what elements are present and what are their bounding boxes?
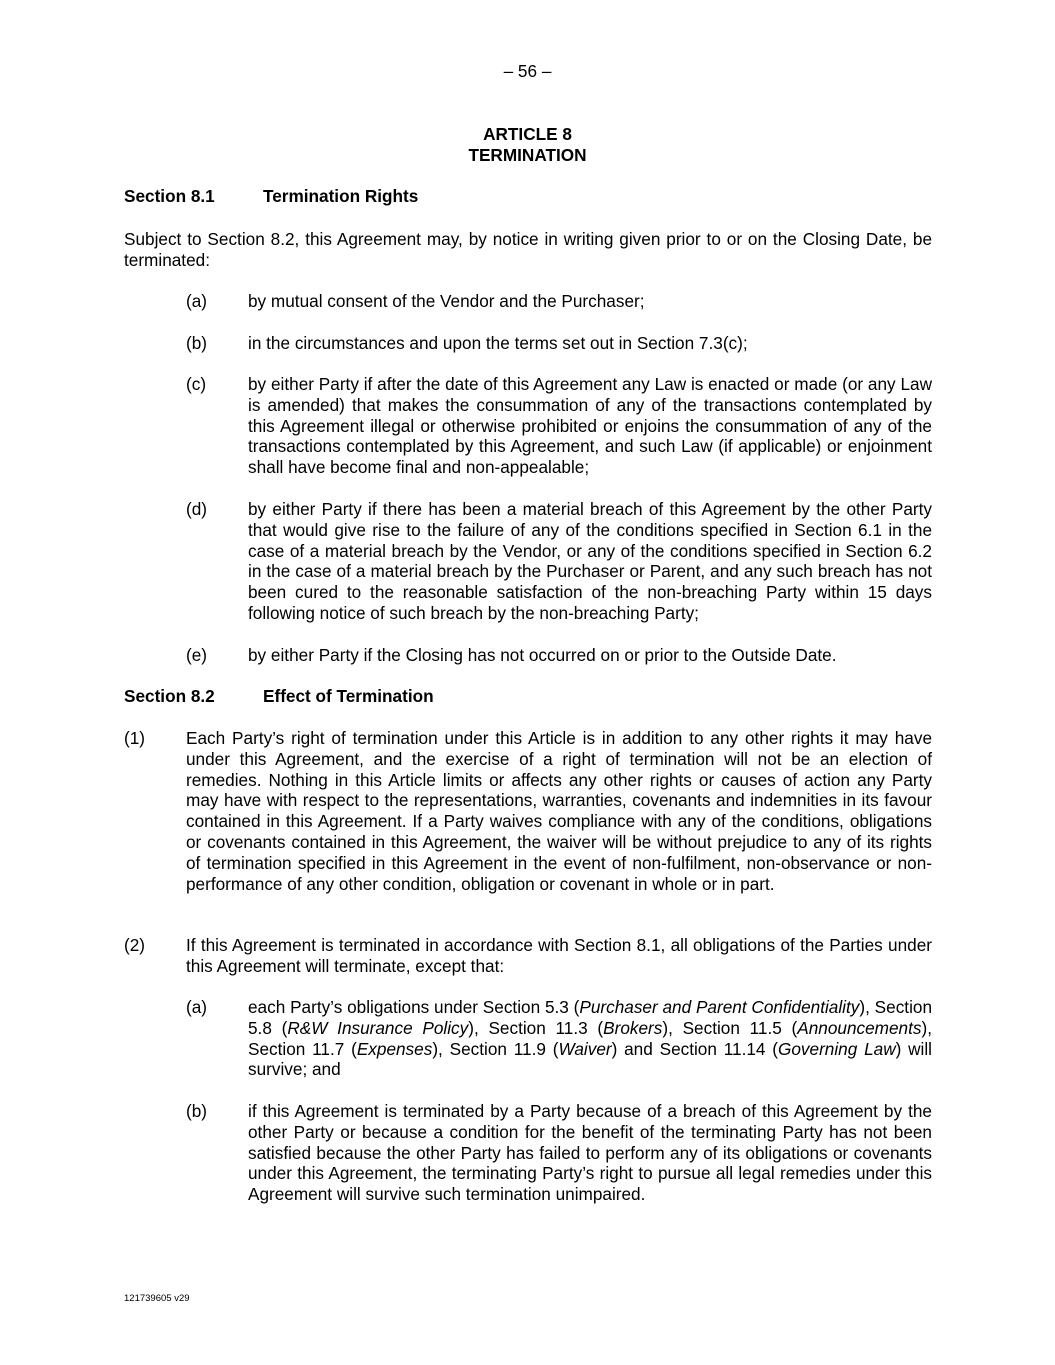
section-number: Section 8.2 xyxy=(124,686,215,706)
list-item-text: if this Agreement is terminated by a Party because of a breach of this Agreement by the other Party or because a condition for the benefit of the terminating Party has not been satisfied because the other Party has failed to perform any of its obligations or covenants under this Agreement, the terminating Party’s right to pursue all legal remedies under this Agreement will survive such termination unimpaired. xyxy=(248,1101,932,1205)
list-item-text: by mutual consent of the Vendor and the Purchaser; xyxy=(248,291,645,311)
section-reference-title: Waiver xyxy=(558,1038,612,1059)
list-marker: (b) xyxy=(186,1101,208,1121)
paragraph-marker: (1) xyxy=(124,728,146,748)
paragraph-text: If this Agreement is terminated in accordance with Section 8.1, all obligations of the Parties under this Agreement will terminate, except that: xyxy=(186,935,932,976)
list-marker: (c) xyxy=(186,374,207,394)
list-marker: (b) xyxy=(186,333,208,353)
section-title: Termination Rights xyxy=(263,186,419,206)
list-item-text: in the circumstances and upon the terms set out in Section 7.3(c); xyxy=(248,333,748,353)
section-reference-title: R&W Insurance Policy xyxy=(287,1017,469,1038)
list-item-text: by either Party if after the date of this Agreement any Law is enacted or made (or any Law is amended) that makes the consummation of any of the transactions contemplated by this Agreement illegal or otherwise prohibited or enjoins the consummation of any of the transactions contemplated by this Agreement, and such Law (if applicable) or enjoinment shall have become final and non-appealable; xyxy=(248,374,932,478)
section-number: Section 8.1 xyxy=(124,186,215,206)
page-number: – 56 – xyxy=(503,61,552,81)
paragraph-marker: (2) xyxy=(124,935,146,955)
list-item-text: by either Party if the Closing has not occurred on or prior to the Outside Date. xyxy=(248,645,837,665)
paragraph-text: Each Party’s right of termination under this Article is in addition to any other rights it may have under this Agreement, and the exercise of a right of termination will not be an election of remedies. Nothing in this Article limits or affects any other rights or causes of action any Party may have with respect to the representations, warranties, covenants and indemnities in its favour contained in this Agreement. If a Party waives compliance with any of the conditions, obligations or covenants contained in this Agreement, the waiver will be without prejudice to any of its rights of termination specified in this Agreement in the event of non-fulfilment, non-observance or non-performance of any other condition, obligation or covenant in whole or in part. xyxy=(186,728,932,894)
list-marker: (e) xyxy=(186,645,208,665)
list-item-text: each Party’s obligations under Section 5.3 (Purchaser and Parent Confidentiality), Section 5.8 (R&W Insurance Policy), Section 11.3 (Brokers), Section 11.5 (Announcements), Section 11.7 (Expenses), Section 11.9 (Waiver) and Section 11.14 (Governing Law) will survive; and xyxy=(248,997,932,1080)
section-reference-title: Announcements xyxy=(797,1017,922,1038)
article-title: TERMINATION xyxy=(468,144,587,165)
section-8-1-intro: Subject to Section 8.2, this Agreement may, by notice in writing given prior to or on the Closing Date, be terminated: xyxy=(124,229,932,270)
section-reference-title: Governing Law xyxy=(777,1038,896,1059)
list-marker: (d) xyxy=(186,499,208,519)
section-reference-title: Brokers xyxy=(603,1017,663,1038)
section-reference-title: Expenses xyxy=(356,1038,433,1059)
section-reference-title: Purchaser and Parent Confidentiality xyxy=(579,997,860,1017)
section-8-2-heading xyxy=(124,686,932,707)
list-marker: (a) xyxy=(186,997,208,1017)
article-number: ARTICLE 8 xyxy=(483,124,572,144)
list-marker: (a) xyxy=(186,291,208,311)
document-code: 121739605 v29 xyxy=(124,1293,190,1304)
section-title: Effect of Termination xyxy=(263,686,434,706)
article-heading xyxy=(0,124,1055,166)
section-8-1-heading xyxy=(124,186,932,207)
list-item-text: by either Party if there has been a material breach of this Agreement by the other Party that would give rise to the failure of any of the conditions specified in Section 6.1 in the case of a material breach by the Vendor, or any of the conditions specified in Section 6.2 in the case of a material breach by the Purchaser or Parent, and any such breach has not been cured to the reasonable satisfaction of the non-breaching Party within 15 days following notice of such breach by the non-breaching Party; xyxy=(248,499,932,623)
